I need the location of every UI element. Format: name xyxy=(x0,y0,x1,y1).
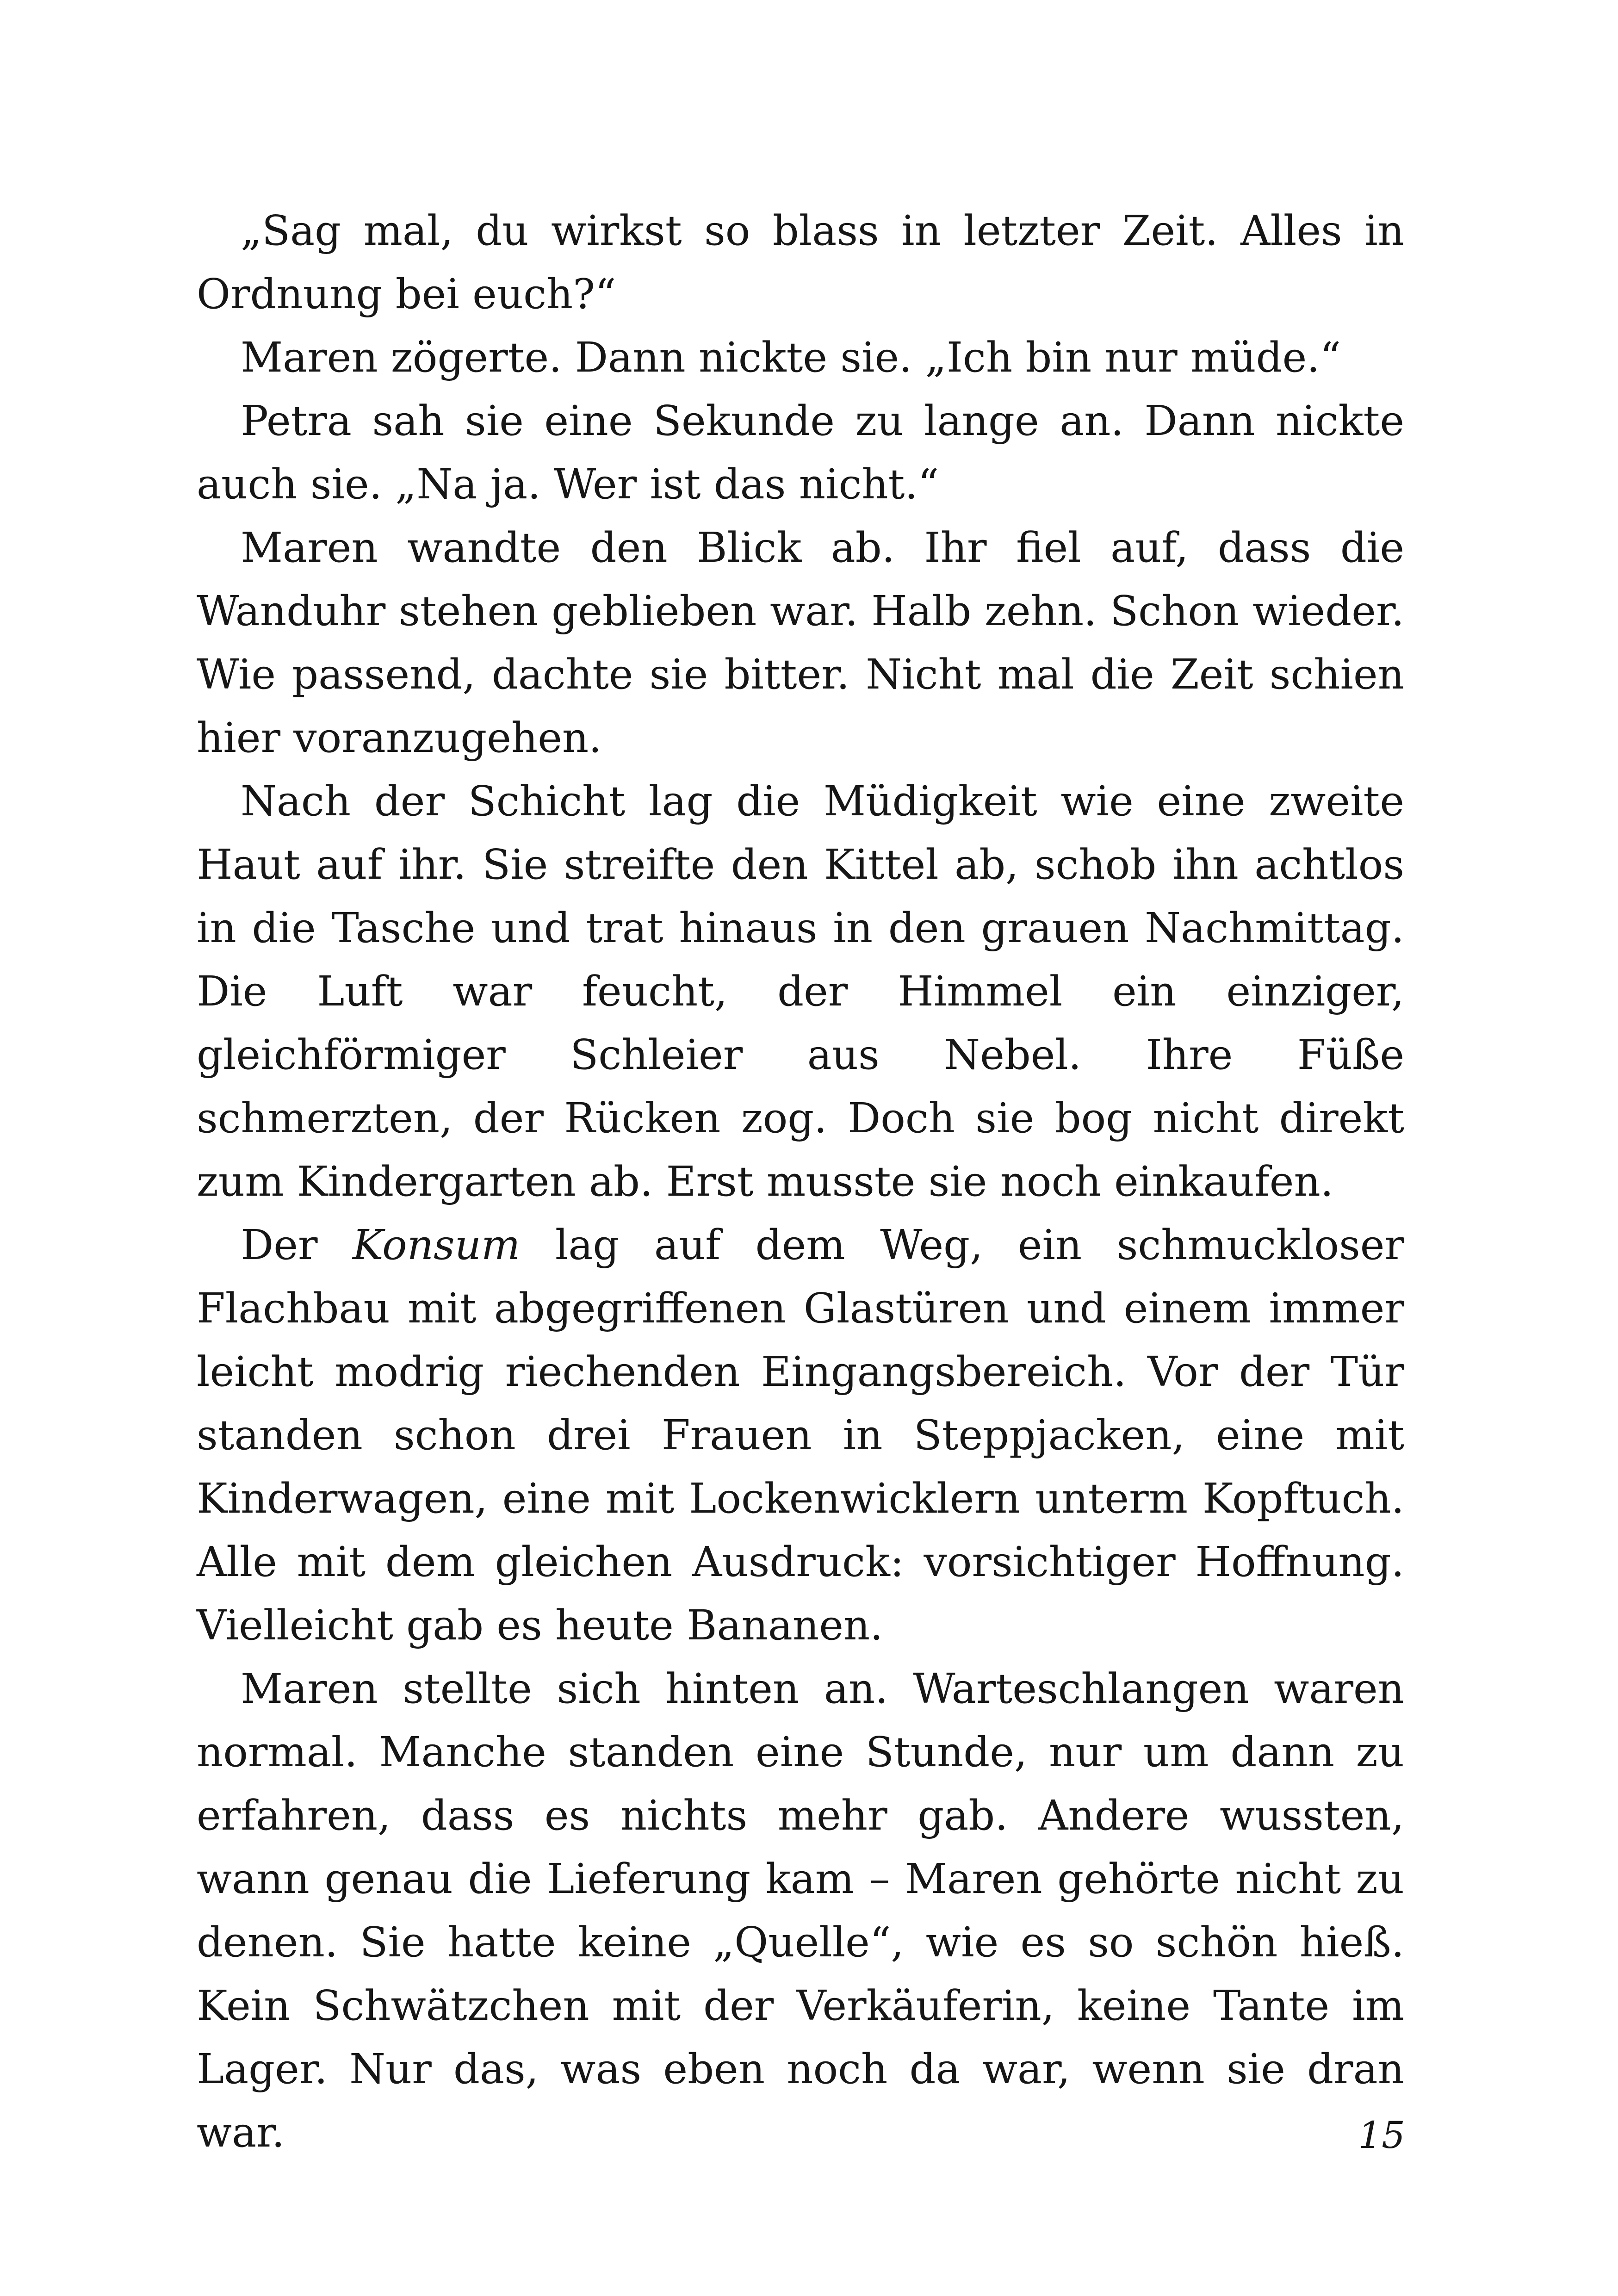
paragraph-3: Petra sah sie eine Sekunde zu lange an. Dann nickte auch sie. „Na ja. Wer ist das nicht.“ xyxy=(197,397,1404,508)
paragraph-6-rest: lag auf dem Weg, ein schmuckloser Flachbau mit abgegriffenen Glastüren und einem immer leicht modrig riechenden Eingangsbereich. Vor der Tür standen schon drei Frauen in Steppjacken, eine mit Kinderwagen, eine mit Lockenwicklern unterm Kopftuch. Alle mit dem gleichen Ausdruck: vorsichtiger Hoffnung. Vielleicht gab es heute Bananen. xyxy=(197,1221,1404,1649)
paragraph-5: Nach der Schicht lag die Müdigkeit wie eine zweite Haut auf ihr. Sie streifte den Kittel ab, schob ihn achtlos in die Tasche und trat hinaus in den grauen Nachmittag. Die Luft war feucht, der Himmel ein einziger, gleichförmiger Schleier aus Nebel. Ihre Füße schmerzten, der Rücken zog. Doch sie bog nicht direkt zum Kindergarten ab. Erst musste sie noch einkaufen. xyxy=(197,777,1404,1205)
paragraph-7: Maren stellte sich hinten an. Warteschlangen waren normal. Manche standen eine Stunde, nur um dann zu erfahren, dass es nichts mehr gab. Andere wussten, wann genau die Lieferung kam – Maren gehörte nicht zu denen. Sie hatte keine „Quelle“, wie es so schön hieß. Kein Schwätzchen mit der Verkäuferin, keine Tante im Lager. Nur das, was eben noch da war, wenn sie dran war. xyxy=(197,1664,1404,2156)
paragraph-6 xyxy=(197,1213,1404,1657)
page-number: 15 xyxy=(1358,2114,1405,2157)
paragraph-2: Maren zögerte. Dann nickte sie. „Ich bin nur müde.“ xyxy=(241,333,1341,381)
paragraph-6-start: Der xyxy=(241,1221,353,1269)
paragraph-1: „Sag mal, du wirkst so blass in letzter Zeit. Alles in Ordnung bei euch?“ xyxy=(197,206,1404,318)
body-text xyxy=(197,199,1404,2164)
paragraph-4: Maren wandte den Blick ab. Ihr fiel auf, dass die Wanduhr stehen geblieben war. Halb zehn. Schon wieder. Wie passend, dachte sie bitter. Nicht mal die Zeit schien hier voranzugehen. xyxy=(197,523,1404,762)
paragraph-6-italic-konsum: Konsum xyxy=(353,1221,521,1269)
